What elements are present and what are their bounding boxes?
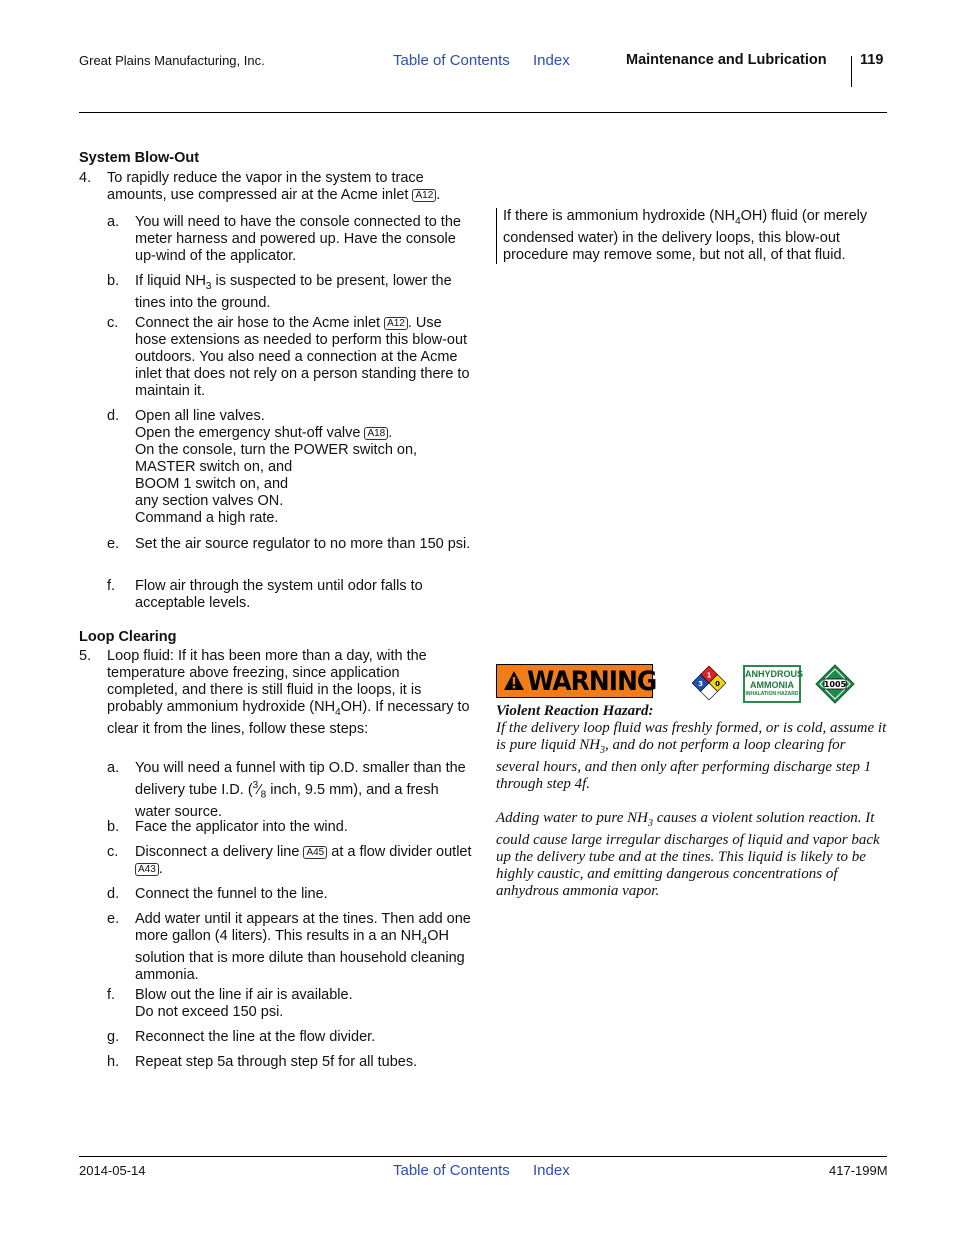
step-4e bbox=[107, 536, 474, 553]
step-letter: d. bbox=[107, 408, 120, 424]
warning-text: Adding water to pure NH bbox=[496, 810, 648, 826]
callout-a18: A18 bbox=[364, 427, 388, 440]
subscript: 3 bbox=[205, 280, 212, 292]
subscript: 3 bbox=[647, 818, 653, 829]
step-4f bbox=[107, 578, 474, 612]
step-text: Flow air through the system until odor falls to acceptable levels. bbox=[135, 578, 423, 611]
step-letter: f. bbox=[107, 578, 116, 594]
warning-title: Violent Reaction Hazard: bbox=[496, 703, 654, 719]
step-line: Open all line valves. bbox=[135, 408, 265, 424]
nfpa-reactivity: 0 bbox=[715, 680, 720, 688]
step-text: Set the air source regulator to no more than 150 psi. bbox=[135, 536, 471, 552]
callout-a43: A43 bbox=[135, 863, 159, 876]
nfpa-flammability: 1 bbox=[706, 671, 712, 680]
step-letter: b. bbox=[107, 273, 120, 289]
system-blowout-heading: System Blow-Out bbox=[79, 150, 200, 166]
step-text: You will need a funnel with tip O.D. smaller than the delivery tube I.D. ( bbox=[135, 760, 466, 798]
warning-message bbox=[496, 703, 888, 900]
step-text: Loop fluid: If it has been more than a day, with the temperature above freezing, since application completed, and there is still fluid in the loops, it is probably ammonium hydroxide (NH bbox=[107, 648, 427, 715]
step-4: 4. To rapidly reduce the vapor in the system to trace amounts, use compressed air at the Acme inlet A12 . bbox=[79, 170, 441, 203]
step-5a: a. You will need a funnel with tip O.D. smaller than the delivery tube I.D. ($^3⁄_8$ inch, 9.5 mm), and a fresh water source. bbox=[107, 760, 466, 820]
step-letter: f. bbox=[107, 987, 116, 1003]
step-line: Do not exceed 150 psi. bbox=[135, 1004, 284, 1020]
ammonia-label-line: ANHYDROUS bbox=[745, 669, 804, 679]
warning-text: , and do not perform a loop clearing for several hours, and then only after performing discharge step 1 through step 4f. bbox=[496, 737, 872, 792]
warning-text: If the delivery loop fluid was freshly formed, or is cold, assume it is pure liquid NH bbox=[496, 720, 887, 753]
subscript: 4 bbox=[421, 935, 428, 947]
footer-rule bbox=[79, 1156, 887, 1157]
step-letter: h. bbox=[107, 1054, 120, 1070]
step-text: Add water until it appears at the tines. Then add one more gallon (4 liters). This results in a an NH bbox=[135, 911, 471, 944]
table-of-contents-link[interactable]: Table of Contents bbox=[393, 52, 510, 69]
step-text: To rapidly reduce the vapor in the system to trace amounts, use compressed air at the Acme inlet bbox=[107, 170, 424, 203]
step-text: You will need to have the console connected to the meter harness and powered up. Have the console up-wind of the applicator. bbox=[135, 214, 461, 264]
callout-a12: A12 bbox=[384, 317, 408, 330]
step-line: Open the emergency shut-off valve bbox=[135, 425, 361, 441]
footer-index-link[interactable]: Index bbox=[533, 1162, 570, 1179]
step-text: Reconnect the line at the flow divider. bbox=[135, 1029, 376, 1045]
step-5f bbox=[107, 987, 474, 1021]
step-number: 4. bbox=[79, 170, 92, 186]
fraction-numerator: 3 bbox=[252, 780, 259, 791]
step-number: 5. bbox=[79, 648, 92, 664]
step-text: inch, 9.5 mm), and a fresh water source. bbox=[135, 781, 439, 820]
step-5b bbox=[107, 819, 474, 836]
step-text: at a flow divider outlet bbox=[327, 844, 472, 860]
system-blowout-section bbox=[79, 150, 474, 611]
step-line: Blow out the line if air is available. bbox=[135, 987, 353, 1003]
callout-a45: A45 bbox=[303, 846, 327, 859]
step-text: Disconnect a delivery line bbox=[135, 844, 300, 860]
step-4b bbox=[107, 273, 474, 312]
subscript: 4 bbox=[335, 706, 341, 718]
step-line: BOOM 1 switch on, and bbox=[135, 476, 289, 492]
index-link[interactable]: Index bbox=[533, 52, 570, 69]
step-letter: g. bbox=[107, 1029, 120, 1045]
ammonia-label-line: INHALATION HAZARD bbox=[745, 691, 799, 697]
step-5 bbox=[79, 648, 474, 738]
side-note bbox=[496, 208, 883, 264]
step-5h bbox=[107, 1054, 474, 1071]
un-placard-icon bbox=[815, 664, 855, 704]
footer-table-of-contents-link[interactable]: Table of Contents bbox=[393, 1162, 510, 1179]
nfpa-diamond-icon bbox=[692, 666, 726, 700]
callout-a12: A12 bbox=[412, 189, 436, 202]
loop-clearing-section bbox=[79, 629, 474, 1070]
step-text: If liquid NH bbox=[135, 273, 206, 289]
step-letter: c. bbox=[107, 844, 119, 860]
step-5g bbox=[107, 1029, 474, 1046]
footer-date: 2014-05-14 bbox=[79, 1163, 146, 1178]
step-letter: e. bbox=[107, 536, 120, 552]
step-text: is suspected to be present, lower the tines into the ground. bbox=[135, 273, 452, 311]
step-4c bbox=[107, 315, 474, 400]
section-title: Maintenance and Lubrication bbox=[626, 52, 827, 68]
nfpa-health: 3 bbox=[698, 680, 703, 688]
step-letter: a. bbox=[107, 214, 120, 230]
step-text: Connect the air hose to the Acme inlet bbox=[135, 315, 381, 331]
step-5e bbox=[107, 911, 474, 984]
header-divider bbox=[851, 56, 852, 87]
company-name: Great Plains Manufacturing, Inc. bbox=[79, 53, 265, 68]
un-number: 1005 bbox=[823, 680, 847, 689]
warning-banner bbox=[496, 664, 657, 698]
page-number: 119 bbox=[860, 52, 884, 68]
step-line: Command a high rate. bbox=[135, 510, 279, 526]
step-letter: a. bbox=[107, 760, 120, 776]
step-letter: c. bbox=[107, 315, 119, 331]
note-text: OH) fluid (or merely condensed water) in the delivery loops, this blow-out procedure may remove some, but not all, of that fluid. bbox=[503, 208, 868, 263]
anhydrous-ammonia-label bbox=[743, 665, 804, 703]
ammonia-label-line: AMMONIA bbox=[750, 680, 794, 690]
document-number: 417-199M bbox=[829, 1163, 888, 1178]
step-text: OH). If necessary to clear it from the lines, follow these steps: bbox=[107, 699, 470, 737]
warning-word: WARNING bbox=[527, 666, 657, 697]
step-text: . Use hose extensions as needed to perform this blow-out outdoors. You also need a connection at the Acme inlet that does not rely on a person standing there to maintain it. bbox=[135, 315, 470, 399]
warning-triangle-icon bbox=[503, 670, 525, 692]
step-5d bbox=[107, 886, 474, 903]
step-4d: d. Open all line valves. Open the emergency shut-off valve A18 . On the console, turn the POWER switch on, MASTER switch on, and BOOM 1 switch on, and any section valves ON. Command a high rate. bbox=[107, 408, 474, 527]
step-5c: c. Disconnect a delivery line A45 at a flow divider outlet A43 . bbox=[107, 844, 472, 877]
fraction-denominator: 8 bbox=[260, 789, 267, 801]
step-text: Repeat step 5a through step 5f for all tubes. bbox=[135, 1054, 418, 1070]
step-text: OH solution that is more dilute than household cleaning ammonia. bbox=[135, 928, 465, 983]
step-letter: b. bbox=[107, 819, 120, 835]
step-4a bbox=[107, 214, 474, 265]
loop-clearing-heading: Loop Clearing bbox=[79, 629, 177, 645]
step-letter: d. bbox=[107, 886, 120, 902]
subscript: 3 bbox=[600, 745, 606, 756]
step-text: Face the applicator into the wind. bbox=[135, 819, 348, 835]
warning-paragraph-1 bbox=[496, 720, 888, 793]
step-line: any section valves ON. bbox=[135, 493, 284, 509]
subscript: 4 bbox=[735, 215, 741, 227]
note-text: If there is ammonium hydroxide (NH bbox=[503, 208, 736, 224]
header-rule bbox=[79, 112, 887, 113]
step-line: MASTER switch on, and bbox=[135, 459, 293, 475]
warning-text: causes a violent solution reaction. It could cause large irregular discharges of liquid and vapor back up the delivery tube and at the tines. This liquid is likely to be highly caustic, and emitting dangerous concentrations of anhydrous ammonia vapor. bbox=[496, 810, 880, 899]
step-line: On the console, turn the POWER switch on, bbox=[135, 442, 418, 458]
step-text: Connect the funnel to the line. bbox=[135, 886, 328, 902]
step-letter: e. bbox=[107, 911, 120, 927]
warning-paragraph-2 bbox=[496, 810, 888, 900]
